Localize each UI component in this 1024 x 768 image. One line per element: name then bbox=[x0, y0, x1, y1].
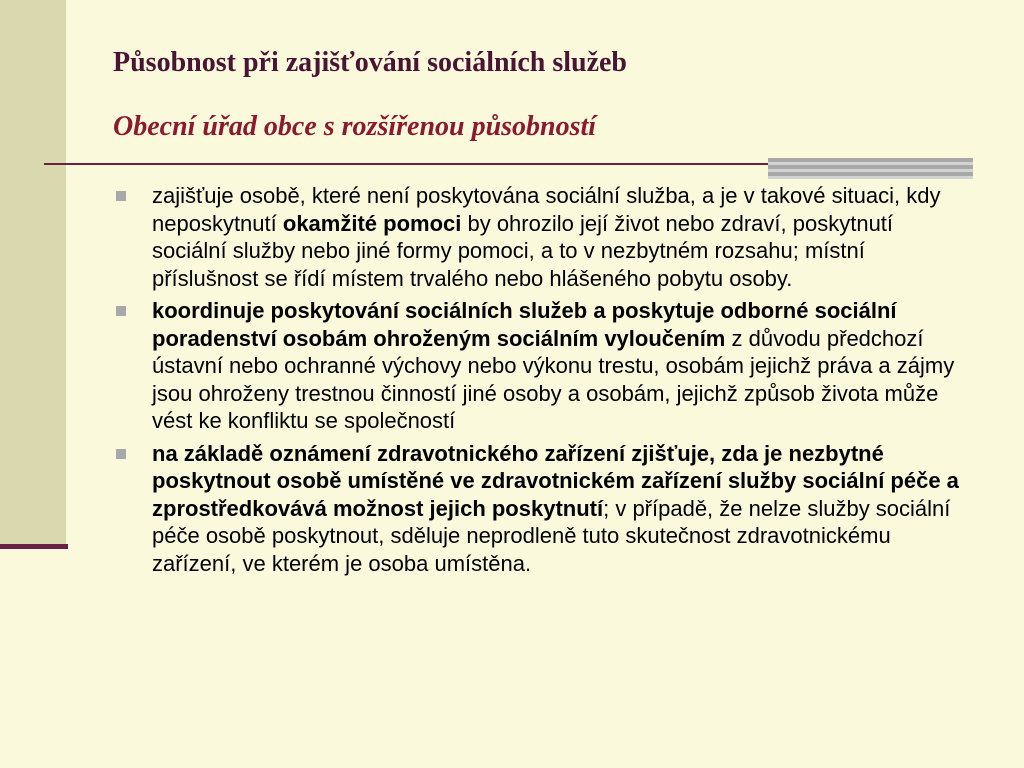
bullet-text bbox=[152, 297, 972, 435]
text-run-bold: koordinuje poskytování sociálních služeb a poskytuje odborné sociální poradenství osobám ohroženým sociálním vyloučením bbox=[152, 298, 897, 351]
bullet-list bbox=[112, 182, 972, 582]
text-run: by ohrozilo její život nebo zdraví, poskytnutí sociální služby nebo jiné formy pomoci, a to v nezbytném rozsahu; místní příslušnost se řídí místem trvalého nebo hlášeného pobytu osoby. bbox=[152, 210, 894, 291]
slide-subtitle: Obecní úřad obce s rozšířenou působností bbox=[113, 111, 597, 142]
bullet-item bbox=[112, 182, 972, 292]
square-bullet-icon bbox=[116, 306, 126, 316]
bullet-item bbox=[112, 440, 972, 578]
decorative-bars bbox=[768, 158, 973, 179]
title-divider bbox=[44, 163, 770, 165]
square-bullet-icon bbox=[116, 449, 126, 459]
text-run-bold: okamžité pomoci bbox=[282, 210, 462, 236]
bullet-item bbox=[112, 297, 972, 435]
text-run: ; v případě, že nelze služby sociální péče osobě poskytnout, sděluje neprodleně tuto skutečnost zdravotnickému zařízení, ve kterém je osoba umístěna. bbox=[152, 495, 951, 576]
text-run-bold: na základě oznámení zdravotnického zařízení zjišťuje, zda je nezbytné poskytnout osobě umístěné ve zdravotnickém zařízení služby sociální péče a zprostředkovává možnost jejich poskytnutí bbox=[152, 440, 959, 521]
bullet-text bbox=[152, 182, 972, 292]
text-run: z důvodu předchozí ústavní nebo ochranné výchovy nebo výkonu trestu, osobám jejichž práva a zájmy jsou ohroženy trestnou činností jiné osoby a osobám, jejichž způsob života může vést ke konfliktu se společností bbox=[152, 325, 955, 433]
side-accent-line bbox=[0, 544, 68, 549]
square-bullet-icon bbox=[116, 191, 126, 201]
text-run: zajišťuje osobě, které není poskytována sociální služba, a je v takové situaci, kdy neposkytnutí bbox=[152, 183, 941, 236]
slide-title: Působnost při zajišťování sociálních služeb bbox=[113, 47, 627, 78]
bullet-text bbox=[152, 440, 972, 578]
side-strip bbox=[0, 0, 66, 546]
